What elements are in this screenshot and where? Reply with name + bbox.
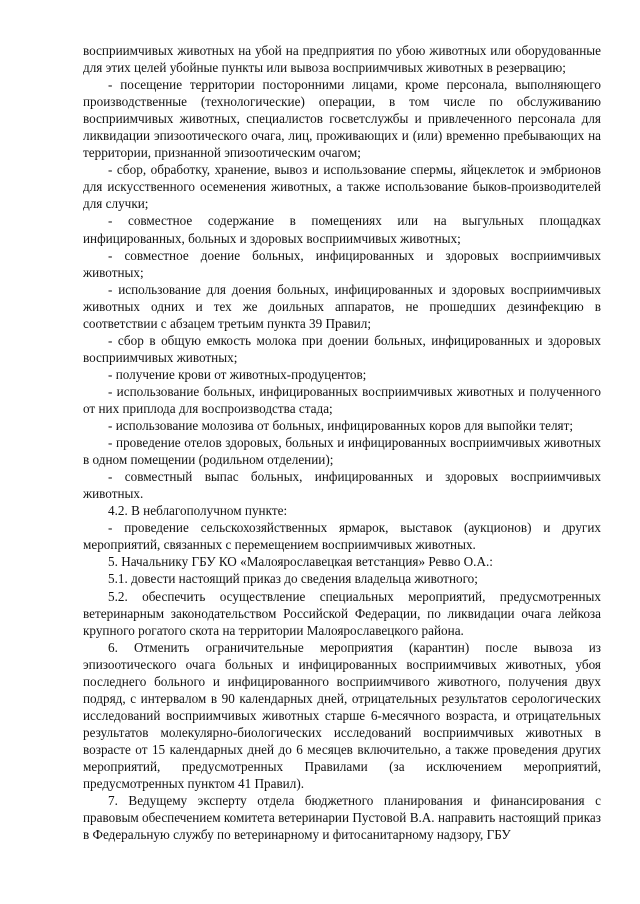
paragraph-item: - проведение отелов здоровых, больных и инфицированных восприимчивых животных в одном помещении (родильном отделении); xyxy=(83,435,601,468)
paragraph-item: 5.1. довести настоящий приказ до сведения владельца животного; xyxy=(108,571,478,587)
paragraph-item: - совместное содержание в помещениях или на выгульных площадках инфицированных, больных и здоровых восприимчивых животных; xyxy=(83,213,601,246)
paragraph-item-7: 7. Ведущему эксперту отдела бюджетного планирования и финансирования с правовым обеспечением комитета ветеринарии Пустовой В.А. направить настоящий приказ в Федеральную службу по ветеринарному и фитосанитарному надзору, ГБУ xyxy=(83,793,601,843)
paragraph-item: - совместное доение больных, инфицированных и здоровых восприимчивых животных; xyxy=(83,247,601,280)
paragraph-item: - сбор, обработку, хранение, вывоз и использование спермы, яйцеклеток и эмбрионов для искусственного осеменения животных, а также использование быков-производителей для случки; xyxy=(83,162,601,212)
section-heading-5: 5. Начальнику ГБУ КО «Малоярославецкая ветстанция» Ревво О.А.: xyxy=(108,554,493,570)
section-heading-4-2: 4.2. В неблагополучном пункте: xyxy=(108,503,288,519)
paragraph-item: 5.2. обеспечить осуществление специальных мероприятий, предусмотренных ветеринарным законодательством Российской Федерации, по ликвидации очага лейкоза крупного рогатого скота на территории Малоярославецкого района. xyxy=(83,588,601,638)
paragraph-item: - проведение сельскохозяйственных ярмарок, выставок (аукционов) и других мероприятий, связанных с перемещением восприимчивых животных. xyxy=(83,520,601,553)
paragraph-item-6: 6. Отменить ограничительные мероприятия (карантин) после вывоза из эпизоотического очага больных и инфицированных восприимчивых животных, убоя последнего больного и инфицированного восприимчивого животного, получения двух подряд, с интервалом в 90 календарных дней, отрицательных результатов серологических исследований восприимчивых животных старше 6-месячного возраста, и отрицательных результатов молекулярно-биологических исследований восприимчивых животных в возрасте от 15 календарных дней до 6 месяцев включительно, а также проведения других мероприятий, предусмотренных Правилами (за исключением мероприятий, предусмотренных пунктом 41 Правил). xyxy=(83,639,601,792)
paragraph-continuation: восприимчивых животных на убой на предприятия по убою животных или оборудованные для этих целей убойные пункты или вывоза восприимчивых животных в резервацию; xyxy=(83,43,601,76)
paragraph-item: - использование больных, инфицированных восприимчивых животных и полученного от них приплода для воспроизводства стада; xyxy=(83,383,601,416)
paragraph-item: - использование молозива от больных, инфицированных коров для выпойки телят; xyxy=(108,418,574,434)
paragraph-item: - получение крови от животных-продуцентов; xyxy=(108,366,367,382)
paragraph-item: - сбор в общую емкость молока при доении больных, инфицированных и здоровых восприимчивых животных; xyxy=(83,332,601,365)
paragraph-item: - использование для доения больных, инфицированных и здоровых восприимчивых животных одних и тех же доильных аппаратов, не прошедших дезинфекцию в соответствии с абзацем третьим пункта 39 Правил; xyxy=(83,281,601,331)
paragraph-item: - совместный выпас больных, инфицированных и здоровых восприимчивых животных. xyxy=(83,469,601,502)
paragraph-item: - посещение территории посторонними лицами, кроме персонала, выполняющего производственные (технологические) операции, в том числе по обслуживанию восприимчивых животных, специалистов госветслужбы и привлеченного персонала для ликвидации эпизоотического очага, лиц, проживающих и (или) временно пребывающих на территории, признанной эпизоотическим очагом; xyxy=(83,77,601,161)
document-page xyxy=(83,42,601,843)
